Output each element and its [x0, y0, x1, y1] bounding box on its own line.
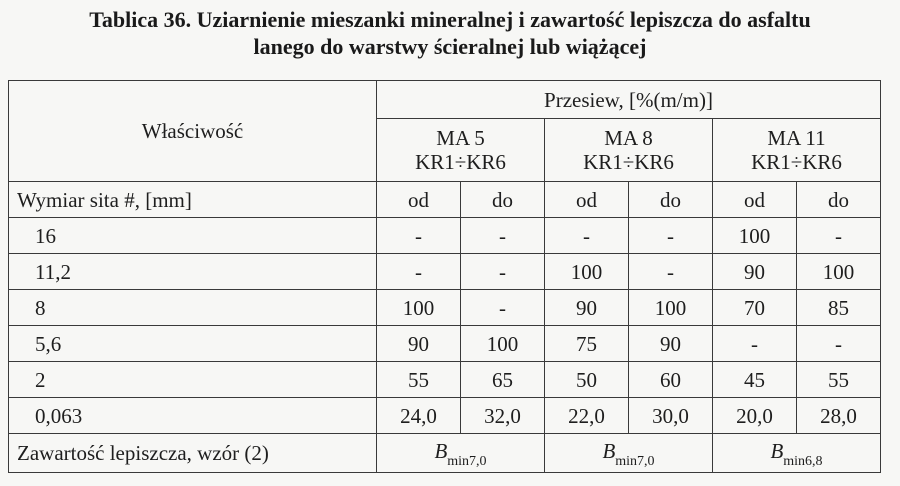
table-row [9, 218, 881, 254]
binder-symbol: B [434, 439, 448, 463]
binder-subscript: min6,8 [783, 454, 823, 469]
passing-value: 100 [461, 326, 545, 362]
to-label: do [629, 182, 713, 218]
binder-symbol: B [602, 439, 616, 463]
passing-value: 65 [461, 362, 545, 398]
mix-name: MA 5 [436, 126, 485, 150]
sieve-size: 8 [9, 290, 377, 326]
sieve-size: 0,063 [9, 398, 377, 434]
passing-value: - [629, 218, 713, 254]
caption-line-2: lanego do warstwy ścieralnej lub wiążącej [253, 34, 647, 59]
binder-value-ma8 [545, 434, 713, 473]
table-row [9, 398, 881, 434]
caption-line-1: Tablica 36. Uziarnienie mieszanki mineralnej i zawartość lepiszcza do asfaltu [89, 7, 811, 32]
passing-value: 20,0 [713, 398, 797, 434]
passing-value: 90 [377, 326, 461, 362]
to-label: do [461, 182, 545, 218]
mix-grade: KR1÷KR6 [751, 150, 842, 174]
mix-header-ma11 [713, 119, 881, 182]
sieve-label: Wymiar sita #, [mm] [9, 182, 377, 218]
mix-grade: KR1÷KR6 [415, 150, 506, 174]
table-row [9, 254, 881, 290]
header-row-1 [9, 81, 881, 119]
grading-table [8, 80, 881, 473]
passing-value: - [461, 290, 545, 326]
passing-value: - [377, 254, 461, 290]
passing-value: 100 [713, 218, 797, 254]
passing-value: - [713, 326, 797, 362]
mix-name: MA 8 [604, 126, 653, 150]
passing-value: 70 [713, 290, 797, 326]
passing-value: 50 [545, 362, 629, 398]
sieve-size: 11,2 [9, 254, 377, 290]
from-label: od [713, 182, 797, 218]
mix-header-ma5 [377, 119, 545, 182]
mix-grade: KR1÷KR6 [583, 150, 674, 174]
passing-value: 22,0 [545, 398, 629, 434]
binder-subscript: min7,0 [615, 454, 655, 469]
binder-label: Zawartość lepiszcza, wzór (2) [9, 434, 377, 473]
passing-value: - [377, 218, 461, 254]
passing-value: - [797, 218, 881, 254]
passing-value: 28,0 [797, 398, 881, 434]
passing-value: - [797, 326, 881, 362]
passing-value: 75 [545, 326, 629, 362]
mix-header-ma8 [545, 119, 713, 182]
sieve-size: 2 [9, 362, 377, 398]
passing-value: 100 [797, 254, 881, 290]
binder-value-ma11 [713, 434, 881, 473]
passing-value: 45 [713, 362, 797, 398]
passing-value: 32,0 [461, 398, 545, 434]
passing-value: - [629, 254, 713, 290]
from-label: od [377, 182, 461, 218]
passing-value: 85 [797, 290, 881, 326]
passing-header: Przesiew, [%(m/m)] [377, 81, 881, 119]
to-label: do [797, 182, 881, 218]
sieve-size: 16 [9, 218, 377, 254]
property-header: Właściwość [9, 81, 377, 182]
binder-row [9, 434, 881, 473]
passing-value: 100 [377, 290, 461, 326]
passing-value: - [461, 254, 545, 290]
table-row [9, 326, 881, 362]
passing-value: 60 [629, 362, 713, 398]
passing-value: 24,0 [377, 398, 461, 434]
sieve-rows [9, 218, 881, 434]
table-row [9, 362, 881, 398]
passing-value: 30,0 [629, 398, 713, 434]
binder-symbol: B [770, 439, 784, 463]
table-caption [0, 6, 900, 60]
passing-value: 55 [797, 362, 881, 398]
passing-value: 100 [545, 254, 629, 290]
from-label: od [545, 182, 629, 218]
passing-value: 90 [629, 326, 713, 362]
passing-value: 100 [629, 290, 713, 326]
mix-name: MA 11 [767, 126, 826, 150]
binder-subscript: min7,0 [447, 454, 487, 469]
passing-value: 90 [713, 254, 797, 290]
passing-value: - [461, 218, 545, 254]
sieve-header-row [9, 182, 881, 218]
table-row [9, 290, 881, 326]
sieve-size: 5,6 [9, 326, 377, 362]
binder-value-ma5 [377, 434, 545, 473]
passing-value: 90 [545, 290, 629, 326]
passing-value: - [545, 218, 629, 254]
passing-value: 55 [377, 362, 461, 398]
